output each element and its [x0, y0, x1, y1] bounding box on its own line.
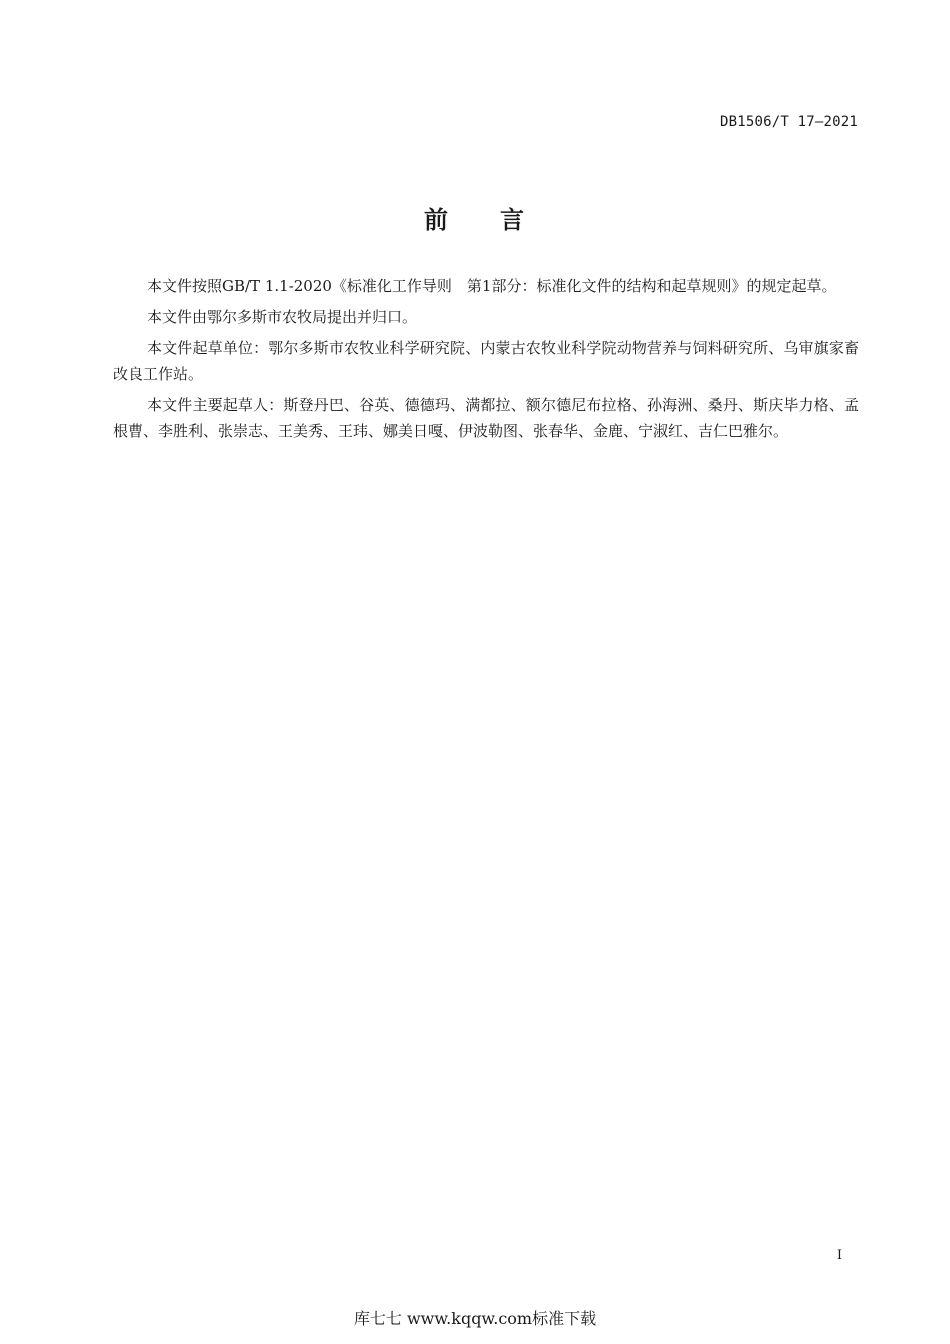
- page-number: I: [836, 1248, 842, 1263]
- footer-watermark-text: 库七七 www.kqqw.com标准下载: [353, 1309, 597, 1328]
- paragraph-proposer: 本文件由鄂尔多斯市农牧局提出并归口。: [147, 308, 418, 326]
- page-title-right: 言: [500, 206, 526, 234]
- page-title-left: 前: [424, 206, 450, 234]
- paragraph-drafting-rules: 本文件按照GB/T 1.1-2020《标准化工作导则 第1部分：标准化文件的结构和起草规则》的规定起草。: [147, 277, 837, 295]
- paragraph-drafting-units: 本文件起草单位：鄂尔多斯市农牧业科学研究院、内蒙古农牧业科学院动物营养与饲料研究所、乌审旗家畜改良工作站。: [113, 339, 859, 383]
- foreword-body: [113, 273, 859, 449]
- document-code: DB1506/T 17—2021: [719, 114, 858, 130]
- paragraph-drafters: 本文件主要起草人：斯登丹巴、谷英、德德玛、满都拉、额尔德尼布拉格、孙海洲、桑丹、斯庆毕力格、孟根曹、李胜利、张崇志、王美秀、王玮、娜美日嘎、伊波勒图、张春华、金鹿、宁淑红、吉仁巴雅尔。: [113, 396, 859, 440]
- page-title: [0, 200, 950, 235]
